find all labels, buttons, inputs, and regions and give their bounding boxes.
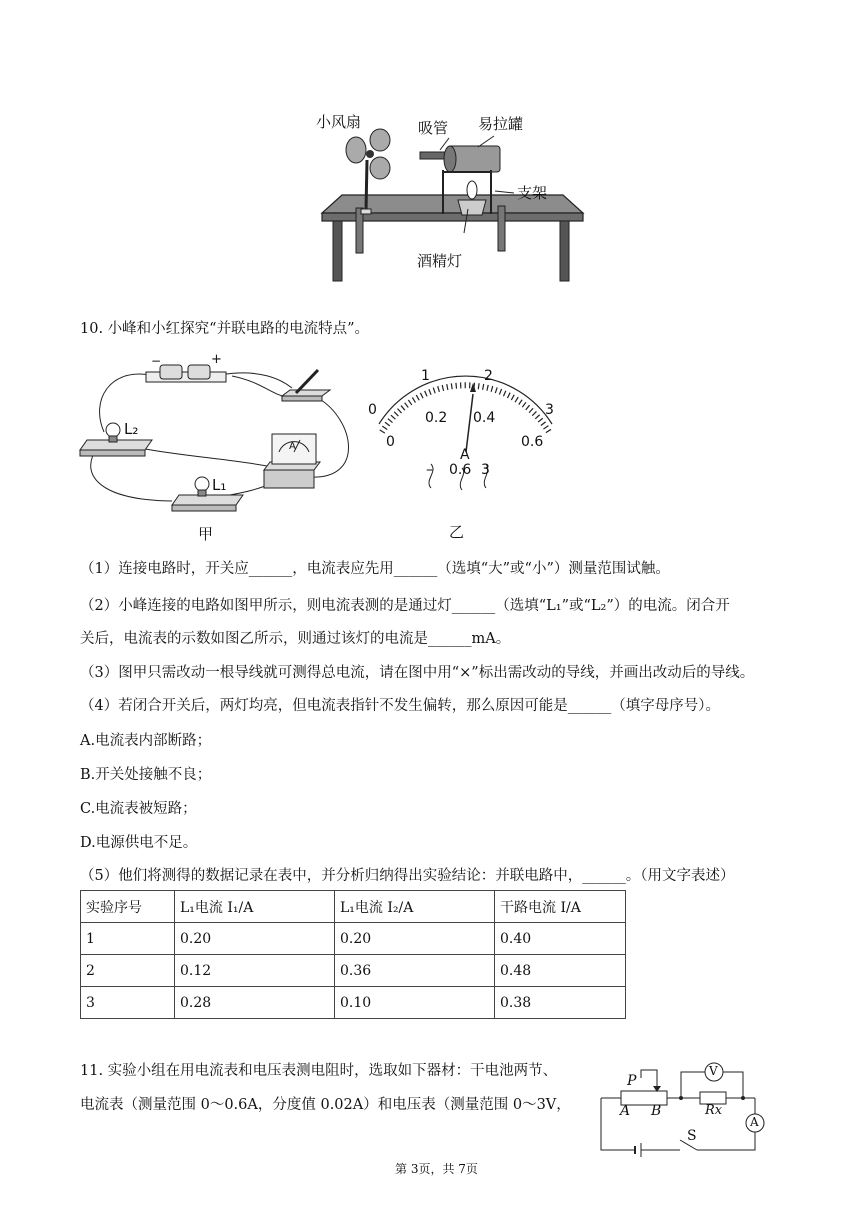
page-footer: 第 3页，共 7页: [395, 1162, 478, 1176]
q10-part1: （1）连接电路时，开关应______，电流表应先用______（选填“大”或“小”）测量范围试触。: [80, 561, 670, 577]
table-header: 干路电流 I/A: [495, 891, 626, 923]
figure-jia-label: 甲: [198, 525, 214, 543]
terminal-b-label: B: [651, 1103, 662, 1119]
voltmeter-label: V: [709, 1064, 718, 1078]
terminal-3: 3: [481, 462, 490, 478]
q10-part4: （4）若闭合开关后，两灯均亮，但电流表指针不发生偏转，那么原因可能是______（填字母序号）。: [80, 698, 720, 714]
table-row: [81, 955, 626, 987]
label-can: 易拉罐: [478, 115, 524, 133]
table-cell: 0.48: [495, 955, 626, 987]
lamp-l1-label: L₁: [212, 476, 227, 494]
label-lamp: 酒精灯: [417, 252, 463, 270]
data-table: [80, 890, 626, 1019]
table-header: L₁电流 I₁/A: [175, 891, 335, 923]
table-cell: 0.12: [175, 955, 335, 987]
table-cell: 2: [81, 955, 175, 987]
lamp-l2-label: L₂: [124, 420, 139, 438]
battery-minus-label: −: [151, 354, 162, 368]
table-header: L₁电流 I₂/A: [335, 891, 495, 923]
q10-option-a: A.电流表内部断路；: [80, 733, 212, 749]
table-cell: 1: [81, 923, 175, 955]
label-straw: 吸管: [418, 119, 449, 137]
q10-part2-line1: （2）小峰连接的电路如图甲所示，则电流表测的是通过灯______（选填“L₁”或“L₂”）的电流。闭合开: [80, 598, 730, 614]
q10-part2-line2: 关后，电流表的示数如图乙所示，则通过该灯的电流是______mA。: [80, 631, 511, 647]
q11-line1: 11. 实验小组在用电流表和电压表测电阻时，选取如下器材：干电池两节、: [80, 1063, 558, 1079]
dial-top-2: 2: [484, 368, 493, 384]
dial-top-3: 3: [545, 402, 554, 418]
resistor-rx-label: Rx: [705, 1103, 723, 1118]
dial-bottom-2: 0.4: [473, 410, 496, 426]
label-stand: 支架: [517, 184, 548, 202]
q10-option-d: D.电源供电不足。: [80, 835, 198, 851]
table-cell: 0.36: [335, 955, 495, 987]
table-row: [81, 923, 626, 955]
table-cell: 0.38: [495, 987, 626, 1019]
dial-unit: A: [460, 447, 470, 463]
table-row: [81, 987, 626, 1019]
q10-option-b: B.开关处接触不良；: [80, 767, 212, 783]
battery-plus-label: +: [211, 352, 222, 367]
switch-s-label: S: [687, 1128, 697, 1144]
table-cell: 0.20: [335, 923, 495, 955]
table-cell: 0.20: [175, 923, 335, 955]
q10-title: 10. 小峰和小红探究“并联电路的电流特点”。: [80, 321, 369, 337]
table-cell: 0.40: [495, 923, 626, 955]
q10-part3: （3）图甲只需改动一根导线就可测得总电流，请在图中用“×”标出需改动的导线，并画出改动后的导线。: [80, 665, 755, 681]
dial-bottom-3: 0.6: [521, 434, 544, 450]
table-header-row: [81, 891, 626, 923]
dial-bottom-1: 0.2: [425, 410, 448, 426]
label-fan: 小风扇: [316, 113, 362, 131]
dial-top-1: 1: [421, 368, 430, 384]
terminal-a-label: A: [620, 1103, 631, 1119]
terminal-06: 0.6: [449, 462, 472, 478]
table-cell: 0.28: [175, 987, 335, 1019]
ammeter-q11-label: A: [750, 1115, 759, 1129]
table-cell: 3: [81, 987, 175, 1019]
q10-option-c: C.电流表被短路；: [80, 801, 197, 817]
q11-line2: 电流表（测量范围 0～0.6A，分度值 0.02A）和电压表（测量范围 0～3V，: [80, 1097, 571, 1113]
ammeter-label: A: [289, 441, 296, 452]
ammeter-dial: [365, 360, 585, 530]
circuit-jia: [78, 348, 368, 528]
dial-bottom-0: 0: [386, 434, 395, 450]
table-cell: 0.10: [335, 987, 495, 1019]
figure-yi-label: 乙: [449, 523, 465, 541]
dial-top-0: 0: [368, 402, 377, 418]
q10-part5: （5）他们将测得的数据记录在表中，并分析归纳得出实验结论：并联电路中，______。（用文字表述）: [80, 868, 735, 884]
table-header: 实验序号: [81, 891, 175, 923]
slider-p-label: P: [627, 1073, 637, 1089]
terminal-minus: –: [426, 462, 433, 478]
